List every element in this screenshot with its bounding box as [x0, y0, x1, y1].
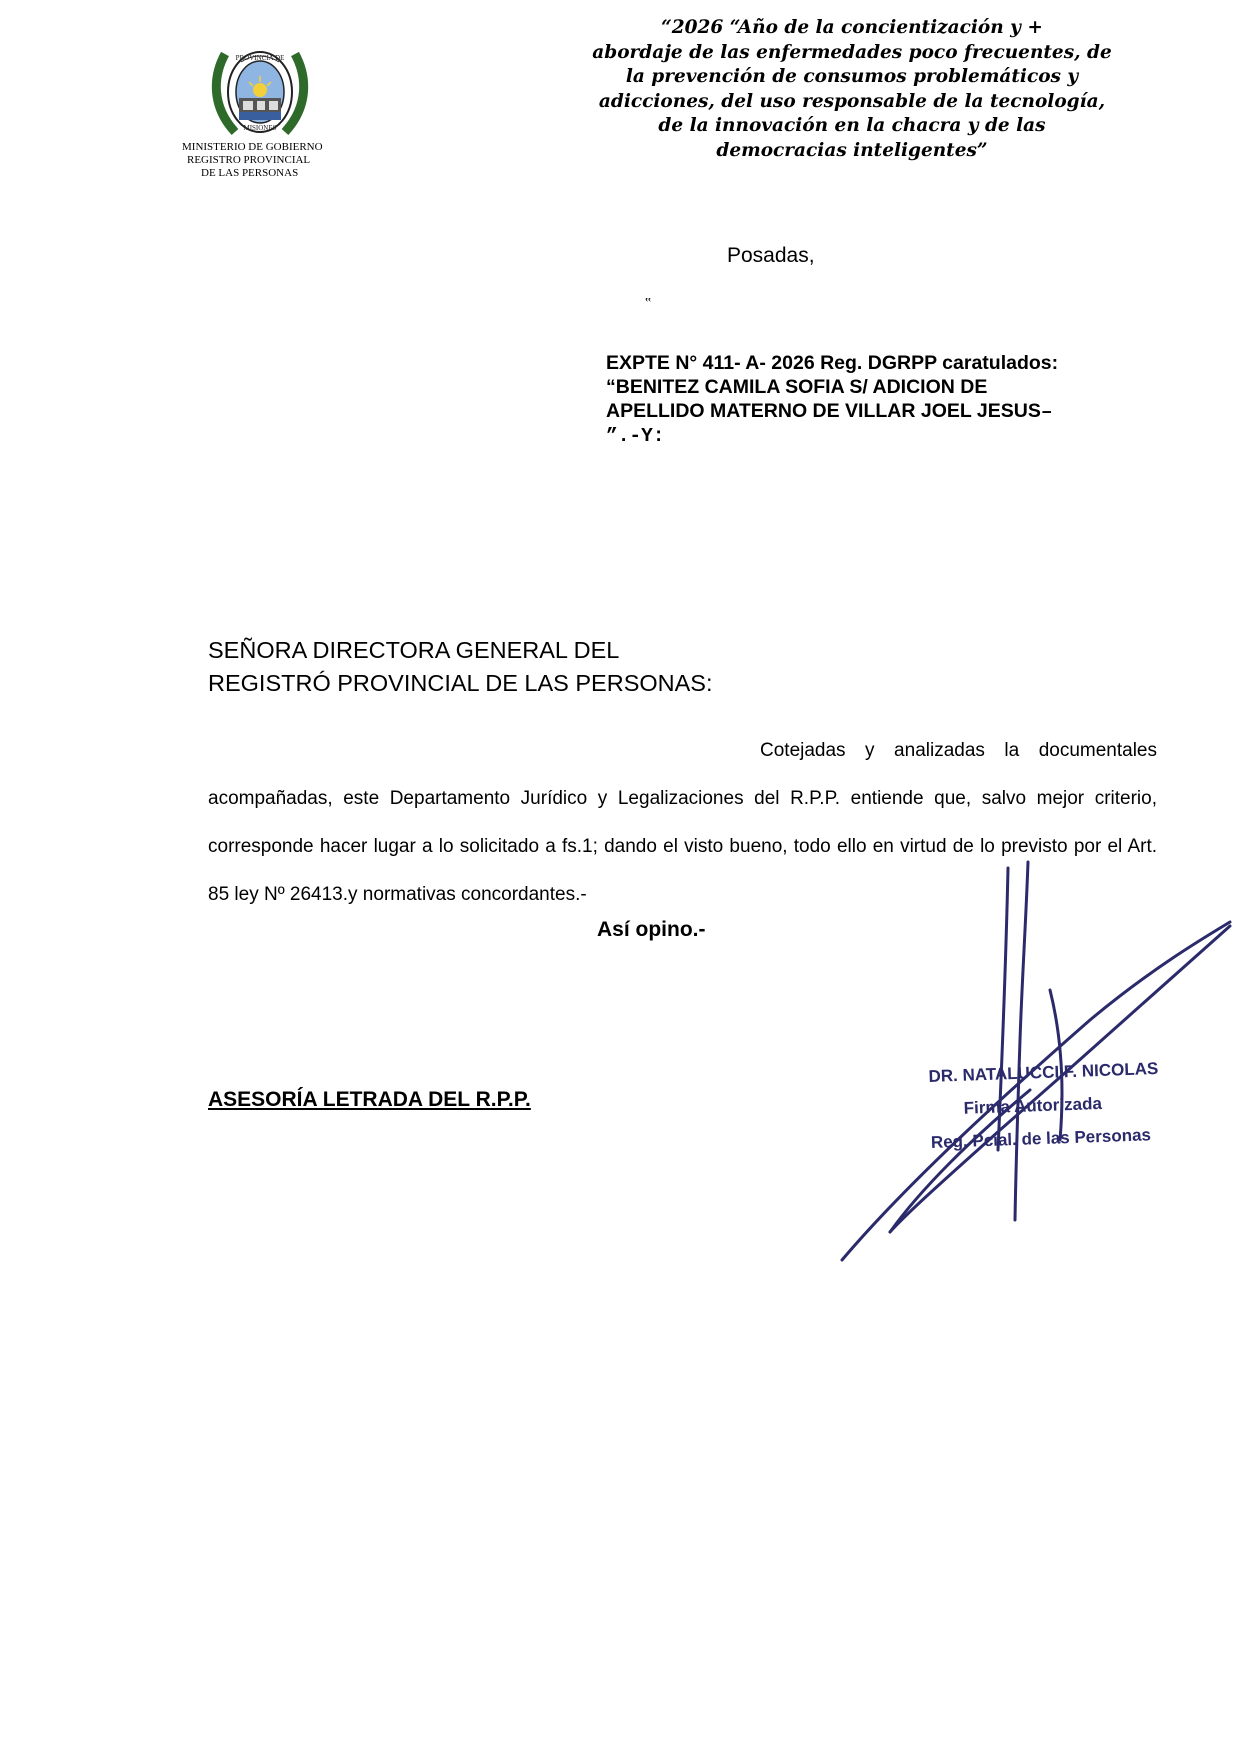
place-date: Posadas,	[727, 244, 815, 267]
case-line	[606, 399, 1126, 424]
addressee-line: SEÑORA DIRECTORA GENERAL DEL	[208, 637, 620, 663]
stamp-line: Firma Autorizada	[963, 1093, 1103, 1118]
addressee-line: REGISTRÓ PROVINCIAL DE LAS PERSONAS:	[208, 670, 713, 696]
stamp-line: DR. NATALUCCI F. NICOLAS	[928, 1058, 1159, 1086]
addressee	[208, 634, 713, 700]
ministry-block	[176, 141, 366, 180]
case-reference	[606, 351, 1126, 448]
handwritten-signature	[830, 860, 1241, 1280]
case-line: ”.-Y:	[606, 425, 665, 447]
motto-line: democracias inteligentes”	[716, 139, 988, 161]
opinion-body: Cotejadas y analizadas la documentales acompañadas, este Departamento Jurídico y Legalizaciones del R.P.P. entiende que, salvo mejor criterio, corresponde hacer lugar a lo solicitado a fs.1; dando el visto bueno, todo ello en virtud de lo previsto por el Art. 85 ley Nº 26413.y normativas concordantes.-	[208, 740, 1157, 905]
stamp-line: Reg. Pcial. de las Personas	[930, 1125, 1152, 1152]
ministry-line: MINISTERIO DE GOBIERNO	[182, 141, 323, 153]
case-line: “BENITEZ CAMILA SOFIA S/ ADICION DE	[606, 376, 988, 398]
crest-ring-text-top: PROVINCIA DE	[235, 54, 285, 62]
case-line-text: APELLIDO MATERNO DE VILLAR JOEL JESUS	[606, 400, 1041, 422]
quote-mark: ‟	[645, 296, 652, 311]
motto-line: abordaje de las enfermedades poco frecuentes, de	[592, 41, 1112, 63]
closing-line: Así opino.-	[597, 918, 706, 941]
department-signature-line: ASESORÍA LETRADA DEL R.P.P.	[208, 1088, 531, 1111]
ministry-line: REGISTRO PROVINCIAL	[187, 154, 311, 166]
provincial-crest-icon	[205, 46, 315, 142]
case-dash: –	[1040, 401, 1053, 423]
case-line: EXPTE N° 411- A- 2026 Reg. DGRPP caratulados:	[606, 352, 1059, 374]
motto-line: de la innovación en la chacra y de las	[658, 115, 1046, 136]
motto-line: la prevención de consumos problemáticos y	[625, 66, 1079, 87]
official-year-motto	[552, 16, 1152, 163]
motto-line: “2026 “Año de la concientización y +	[661, 17, 1043, 38]
ministry-line: DE LAS PERSONAS	[201, 167, 299, 179]
motto-line: adicciones, del uso responsable de la tecnología,	[598, 90, 1106, 112]
crest-ring-text-bottom: MISIONES	[243, 124, 277, 132]
